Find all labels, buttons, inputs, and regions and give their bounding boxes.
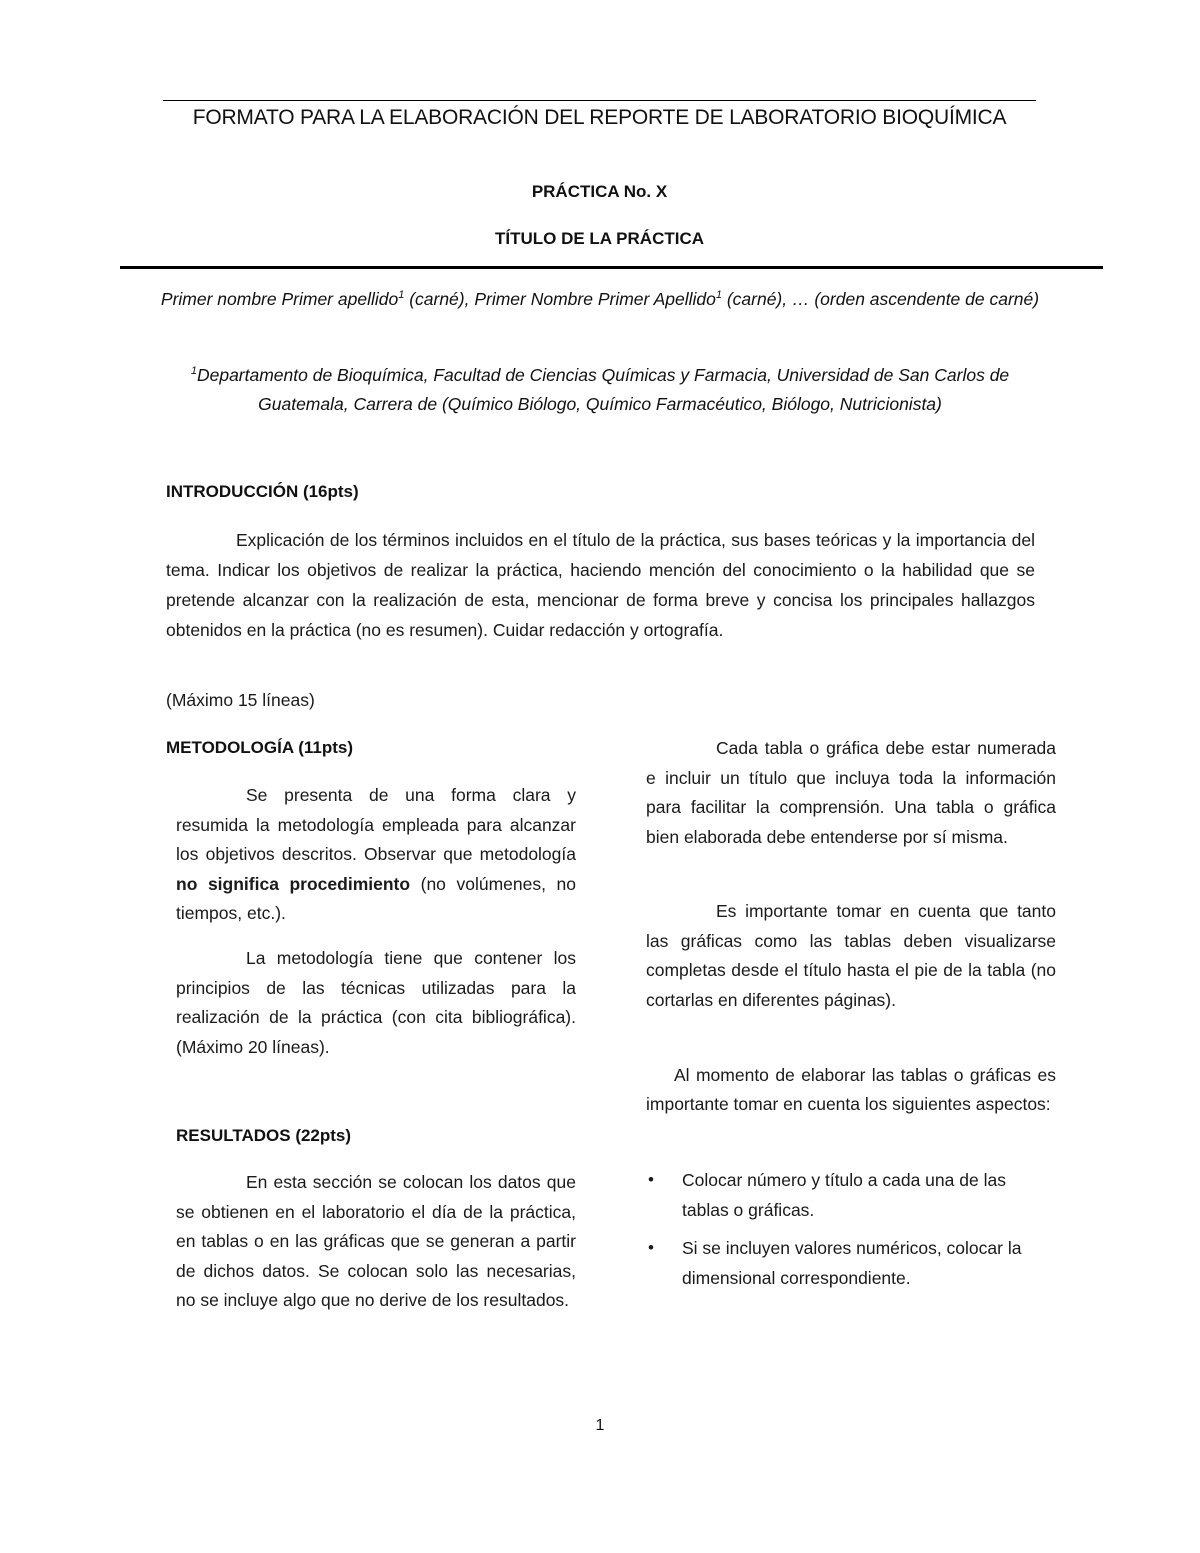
methodology-paragraph-2: La metodología tiene que contener los principios de las técnicas utilizadas para la realización de la práctica (con cita bibliográfica). (Máximo 20 líneas).: [176, 948, 576, 1057]
introduction-heading: INTRODUCCIÓN (16pts): [166, 482, 359, 501]
document-title: FORMATO PARA LA ELABORACIÓN DEL REPORTE DE LABORATORIO BIOQUÍMICA: [192, 106, 1007, 129]
list-item: [646, 1165, 1056, 1225]
methodology-p1-end: (no volúmenes, no tiempos, etc.).: [176, 873, 576, 923]
affiliation-mark: 1: [190, 365, 197, 378]
author-2-rest: (carné), … (orden ascendente de carné): [721, 289, 1040, 309]
methodology-paragraph-1: [176, 781, 576, 929]
affiliation: [160, 361, 1040, 419]
author-1: Primer nombre Primer apellido: [160, 289, 399, 309]
results-heading: RESULTADOS (22pts): [176, 1126, 352, 1145]
bullet-icon: •: [648, 1170, 654, 1189]
tables-paragraph-3: Al momento de elaborar las tablas o gráficas es importante tomar en cuenta los siguientes aspectos:: [646, 1065, 1056, 1114]
author-2-affiliation-mark: 1: [715, 289, 722, 302]
practice-title: TÍTULO DE LA PRÁCTICA: [494, 229, 705, 248]
affiliation-text: Departamento de Bioquímica, Facultad de Ciencias Químicas y Farmacia, Universidad de San Carlos de Guatemala, Carrera de (Químico Biólogo, Químico Farmacéutico, Biólogo, Nutricionista): [196, 365, 1010, 414]
author-1-affiliation-mark: 1: [398, 289, 405, 302]
list-item: [646, 1233, 1056, 1293]
introduction-body: Explicación de los términos incluidos en el título de la práctica, sus bases teóricas y la importancia del tema. Indicar los objetivos de realizar la práctica, haciendo mención del conocimiento o la habilidad que se pretende alcanzar con la realización de esta, mencionar de forma breve y concisa los principales hallazgos obtenidos en la práctica (no es resumen). Cuidar redacción y ortografía.: [166, 530, 1035, 640]
top-rule: [163, 100, 1036, 101]
bullet-icon: •: [648, 1238, 654, 1257]
methodology-heading: METODOLOGÍA (11pts): [166, 738, 354, 757]
header-divider: [120, 266, 1103, 269]
tables-paragraph-2: Es importante tomar en cuenta que tanto las gráficas como las tablas deben visualizarse completas desde el título hasta el pie de la tabla (no cortarlas en diferentes páginas).: [646, 901, 1056, 1010]
aspects-list: [646, 1165, 1056, 1301]
methodology-p1-start: Se presenta de una forma clara y resumida la metodología empleada para alcanzar los objetivos descritos. Observar que metodología: [176, 785, 576, 864]
authors: [160, 285, 1040, 314]
author-1-rest: (carné), Primer Nombre Primer Apellido: [404, 289, 716, 309]
methodology-p1-bold: no significa procedimiento: [176, 873, 411, 894]
practice-number: PRÁCTICA No. X: [531, 182, 668, 201]
page-number: 1: [595, 1417, 605, 1434]
introduction-note: (Máximo 15 líneas): [166, 690, 315, 710]
tables-paragraph-1: Cada tabla o gráfica debe estar numerada e incluir un título que incluya toda la información para facilitar la comprensión. Una tabla o gráfica bien elaborada debe entenderse por sí misma.: [646, 738, 1056, 847]
results-paragraph: En esta sección se colocan los datos que se obtienen en el laboratorio el día de la práctica, en tablas o en las gráficas que se generan a partir de dichos datos. Se colocan solo las necesarias, no se incluye algo que no derive de los resultados.: [176, 1172, 576, 1310]
list-item-text: Colocar número y título a cada una de las tablas o gráficas.: [682, 1170, 1006, 1220]
list-item-text: Si se incluyen valores numéricos, colocar la dimensional correspondiente.: [682, 1238, 1022, 1288]
